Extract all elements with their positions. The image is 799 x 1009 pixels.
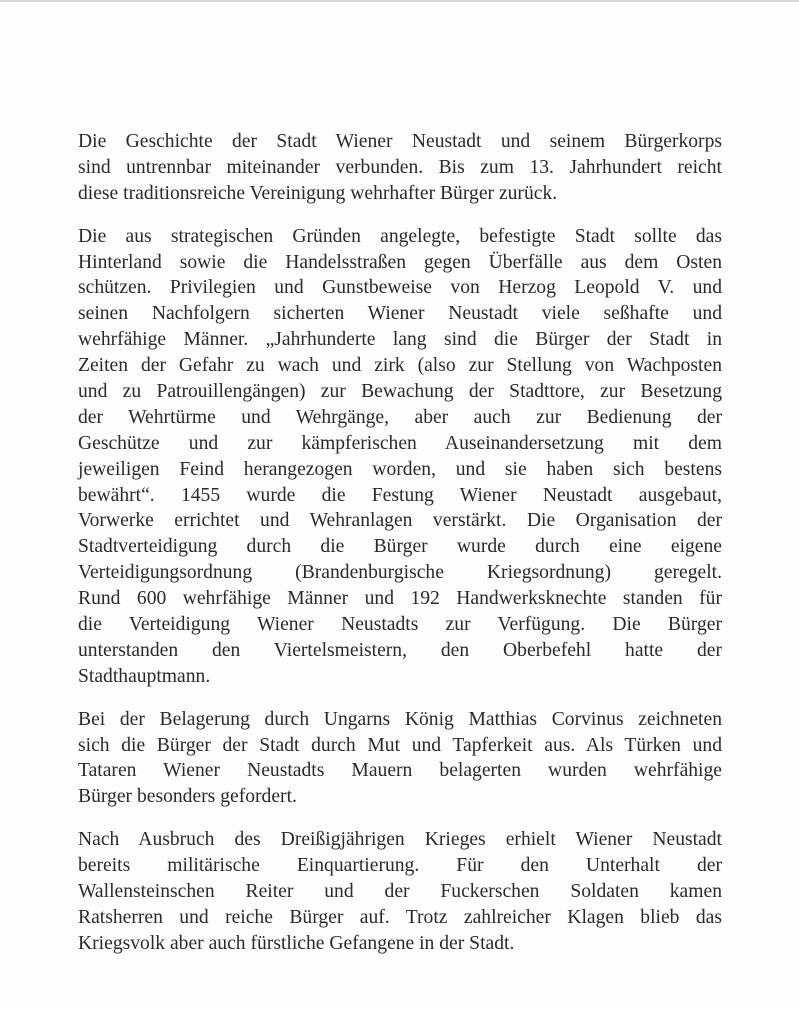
- text-line: sind untrennbar miteinander verbunden. Bis zum 13. Jahrhundert reicht: [78, 156, 722, 178]
- text-line: Nach Ausbruch des Dreißigjährigen Krieges erhielt Wiener Neustadt: [78, 829, 722, 851]
- text-line: Bei der Belagerung durch Ungarns König Matthias Corvinus zeichneten: [78, 708, 722, 730]
- paragraph: [78, 827, 722, 956]
- text-line: Die Geschichte der Stadt Wiener Neustadt und seinem Bürgerkorps: [78, 131, 722, 152]
- text-line: Ratsherren und reiche Bürger auf. Trotz zahlreicher Klagen blieb das: [78, 906, 722, 928]
- text-line: bewährt“. 1455 wurde die Festung Wiener Neustadt ausgebaut,: [78, 484, 722, 506]
- text-line: Vorwerke errichtet und Wehranlagen verstärkt. Die Organisation der: [78, 510, 722, 532]
- text-line: Die aus strategischen Gründen angelegte, befestigte Stadt sollte das: [78, 225, 722, 247]
- text-line: unterstanden den Viertelsmeistern, den Oberbefehl hatte der: [78, 639, 722, 661]
- text-line: Hinterland sowie die Handelsstraßen gegen Überfälle aus dem Osten: [78, 251, 722, 273]
- text-line: Geschütze und zur kämpferischen Auseinandersetzung mit dem: [78, 432, 722, 454]
- paragraph: [78, 707, 722, 811]
- text-line: Bürger besonders gefordert.: [78, 786, 297, 808]
- text-line: bereits militärische Einquartierung. Für den Unterhalt der: [78, 855, 722, 877]
- text-line: wehrfähige Männer. „Jahrhunderte lang sind die Bürger der Stadt in: [78, 329, 722, 351]
- document-body: [78, 129, 722, 974]
- text-line: seinen Nachfolgern sicherten Wiener Neustadt viele seßhafte und: [78, 303, 722, 325]
- text-line: Rund 600 wehrfähige Männer und 192 Handwerksknechte standen für: [78, 588, 722, 610]
- text-line: Zeiten der Gefahr zu wach und zirk (also zur Stellung von Wachposten: [78, 355, 722, 377]
- text-line: und zu Patrouillengängen) zur Bewachung der Stadttore, zur Besetzung: [78, 381, 722, 403]
- scan-edge: [0, 0, 799, 2]
- paragraph: [78, 129, 722, 207]
- text-line: diese traditionsreiche Vereinigung wehrhafter Bürger zurück.: [78, 182, 558, 204]
- text-line: der Wehrtürme und Wehrgänge, aber auch zur Bedienung der: [78, 406, 722, 428]
- text-line: schützen. Privilegien und Gunstbeweise von Herzog Leopold V. und: [78, 277, 722, 299]
- text-line: jeweiligen Feind herangezogen worden, und sie haben sich bestens: [78, 458, 722, 480]
- text-line: sich die Bürger der Stadt durch Mut und Tapferkeit aus. Als Türken und: [78, 734, 722, 756]
- text-line: Stadthauptmann.: [78, 665, 211, 687]
- text-line: die Verteidigung Wiener Neustadts zur Verfügung. Die Bürger: [78, 614, 722, 636]
- text-line: Stadtverteidigung durch die Bürger wurde durch eine eigene: [78, 536, 722, 558]
- paragraph: [78, 224, 722, 690]
- text-line: Verteidigungsordnung (Brandenburgische Kriegsordnung) geregelt.: [78, 562, 722, 584]
- text-line: Kriegsvolk aber auch fürstliche Gefangene in der Stadt.: [78, 932, 515, 954]
- text-line: Wallensteinschen Reiter und der Fuckerschen Soldaten kamen: [78, 881, 722, 903]
- text-line: Tataren Wiener Neustadts Mauern belagerten wurden wehrfähige: [78, 760, 722, 782]
